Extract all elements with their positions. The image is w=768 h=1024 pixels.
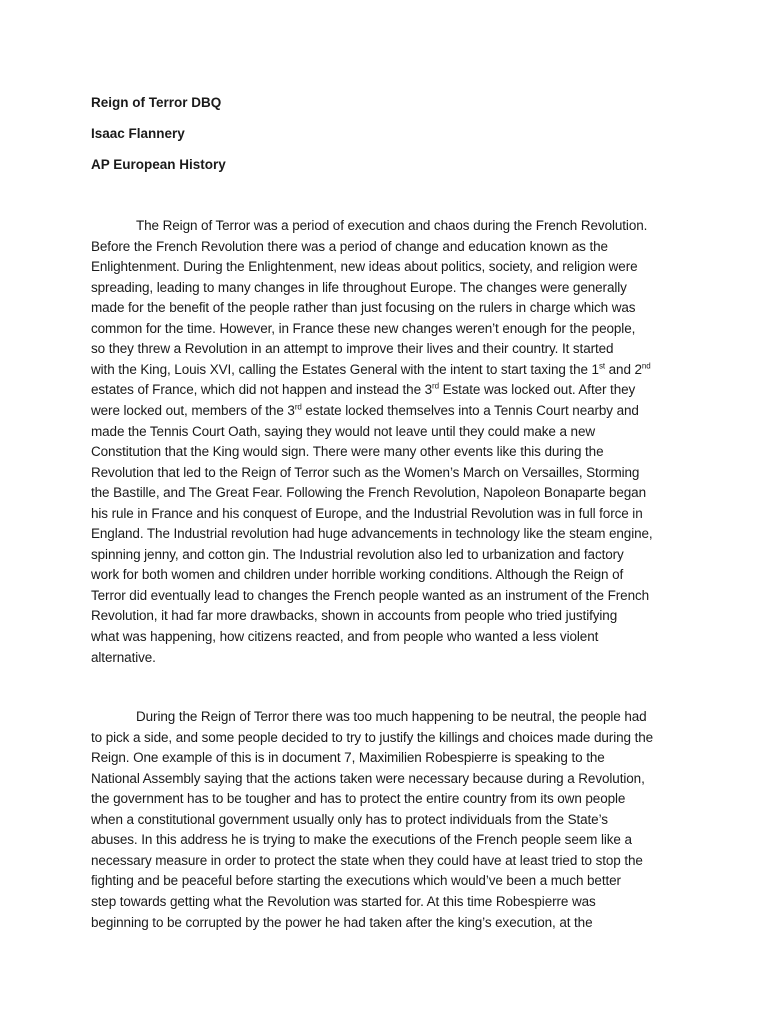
- author-name: Isaac Flannery: [91, 126, 185, 141]
- paragraph-line: work for both women and children under horrible working conditions. Although the Reign of: [91, 567, 624, 583]
- paragraph-line: to pick a side, and some people decided to try to justify the killings and choices made during the: [91, 729, 654, 745]
- paragraph-line: abuses. In this address he is trying to make the executions of the French people seem like a: [91, 832, 632, 848]
- paragraph-line: England. The Industrial revolution had huge advancements in technology like the steam engine,: [91, 526, 653, 542]
- paragraph-line: made for the benefit of the people rather than just focusing on the rulers in charge which was: [91, 300, 636, 316]
- paragraph-line: necessary measure in order to protect the state when they could have at least tried to stop the: [91, 852, 643, 868]
- paragraph-line: Reign. One example of this is in document 7, Maximilien Robespierre is speaking to the: [91, 750, 605, 766]
- paragraph-line: step towards getting what the Revolution was started for. At this time Robespierre was: [91, 893, 596, 909]
- paragraph-line: when a constitutional government usually only has to protect individuals from the State’s: [91, 811, 608, 827]
- paragraph-line: so they threw a Revolution in an attempt to improve their lives and their country. It started: [91, 341, 614, 357]
- paragraph-line: Terror did eventually lead to changes the French people wanted as an instrument of the French: [91, 587, 650, 603]
- paragraph-line: Constitution that the King would sign. There were many other events like this during the: [91, 444, 604, 460]
- paragraph-line: alternative.: [91, 649, 156, 665]
- paragraph-line: Revolution, it had far more drawbacks, shown in accounts from people who tried justifying: [91, 608, 618, 624]
- paragraph-line: were locked out, members of the 3rd estate locked themselves into a Tennis Court nearby and: [91, 402, 639, 418]
- paragraph-line: estates of France, which did not happen and instead the 3rd Estate was locked out. After they: [91, 381, 636, 398]
- document-title: Reign of Terror DBQ: [91, 95, 222, 110]
- paragraph-line: made the Tennis Court Oath, saying they would not leave until they could make a new: [91, 423, 596, 439]
- paragraph-line: National Assembly saying that the actions taken were necessary because during a Revolution,: [91, 770, 645, 786]
- paragraph-line: the Bastille, and The Great Fear. Following the French Revolution, Napoleon Bonaparte began: [91, 485, 647, 501]
- paragraph-line: spreading, leading to many changes in life throughout Europe. The changes were generally: [91, 279, 627, 295]
- ordinal-superscript: nd: [641, 361, 651, 371]
- paragraph-line: Revolution that led to the Reign of Terror such as the Women’s March on Versailles, Storming: [91, 464, 640, 480]
- paragraph-line: with the King, Louis XVI, calling the Estates General with the intent to start taxing the 1st and 2nd: [91, 361, 651, 377]
- paragraph-line: spinning jenny, and cotton gin. The Industrial revolution also led to urbanization and factory: [91, 546, 624, 562]
- paragraph-line: Enlightenment. During the Enlightenment, new ideas about politics, society, and religion were: [91, 259, 638, 275]
- ordinal-superscript: rd: [294, 402, 302, 412]
- paragraph-line: beginning to be corrupted by the power he had taken after the king’s execution, at the: [91, 914, 593, 930]
- ordinal-superscript: st: [598, 361, 605, 371]
- paragraph-first-line: The Reign of Terror was a period of execution and chaos during the French Revolution.: [136, 218, 648, 233]
- paragraph-line: the government has to be tougher and has to protect the entire country from its own people: [91, 791, 626, 807]
- paragraph-line: fighting and be peaceful before starting the executions which would’ve been a much better: [91, 873, 621, 889]
- paragraph-line: common for the time. However, in France these new changes weren’t enough for the people,: [91, 320, 636, 336]
- ordinal-superscript: rd: [432, 381, 439, 391]
- course-name: AP European History: [91, 157, 226, 172]
- paragraph-line: his rule in France and his conquest of Europe, and the Industrial Revolution was in full force in: [91, 505, 643, 521]
- paragraph-line: Before the French Revolution there was a period of change and education known as the: [91, 238, 608, 254]
- paragraph-first-line: During the Reign of Terror there was too much happening to be neutral, the people had: [136, 709, 647, 724]
- paragraph-line: what was happening, how citizens reacted, and from people who wanted a less violent: [91, 629, 599, 644]
